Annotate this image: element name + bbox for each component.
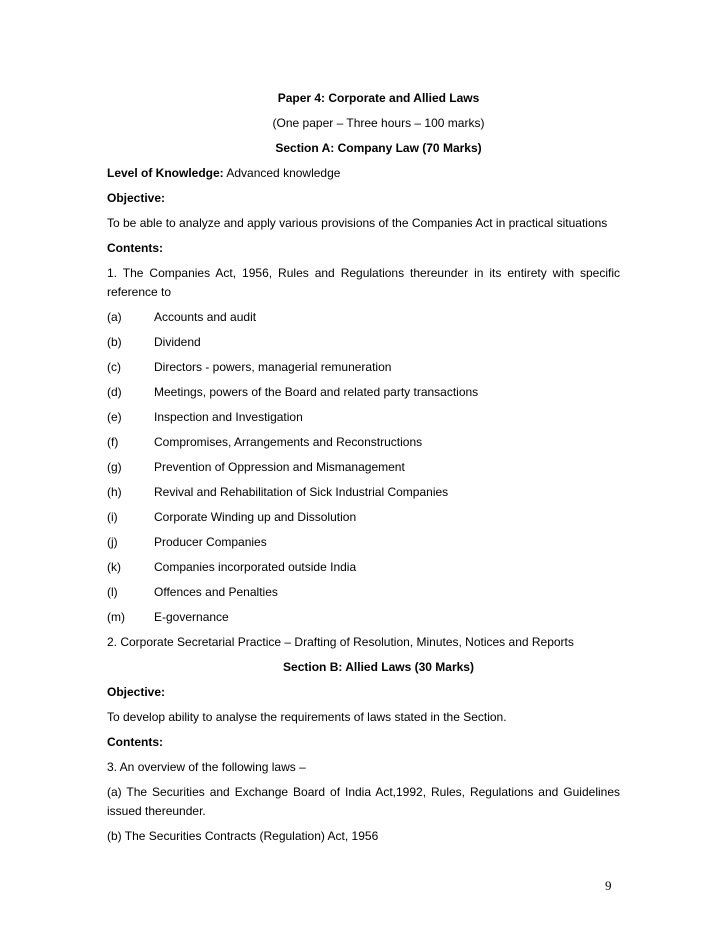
list-item-label: (m) xyxy=(107,610,125,624)
section-a-contents-label: Contents: xyxy=(107,241,163,255)
level-label: Level of Knowledge: xyxy=(107,166,224,180)
list-item-text: Prevention of Oppression and Mismanagement xyxy=(154,460,405,474)
list-item-label: (j) xyxy=(107,535,118,549)
list-item-label: (f) xyxy=(107,435,119,449)
section-b-heading: Section B: Allied Laws (30 Marks) xyxy=(283,660,474,674)
section-a-objective-text: To be able to analyze and apply various provisions of the Companies Act in practical situations xyxy=(107,216,608,230)
list-item-text: Revival and Rehabilitation of Sick Industrial Companies xyxy=(154,485,449,499)
list-item xyxy=(107,305,620,330)
topic-list xyxy=(107,305,620,630)
list-item-label: (a) xyxy=(107,310,122,324)
list-item-text: Inspection and Investigation xyxy=(154,410,303,424)
point-2: 2. Corporate Secretarial Practice – Drafting of Resolution, Minutes, Notices and Reports xyxy=(107,635,574,649)
page-number: 9 xyxy=(605,878,612,893)
list-item-label: (c) xyxy=(107,360,121,374)
list-item xyxy=(107,330,620,355)
list-item-text: Directors - powers, managerial remuneration xyxy=(154,360,392,374)
list-item xyxy=(107,355,620,380)
list-item xyxy=(107,455,620,480)
list-item xyxy=(107,480,620,505)
list-item-label: (g) xyxy=(107,460,122,474)
list-item-text: Meetings, powers of the Board and related party transactions xyxy=(154,385,479,399)
list-item-label: (l) xyxy=(107,585,118,599)
section-b-contents-label: Contents: xyxy=(107,735,163,749)
list-item xyxy=(107,430,620,455)
list-item-text: Corporate Winding up and Dissolution xyxy=(154,510,357,524)
list-item xyxy=(107,555,620,580)
level-value: Advanced knowledge xyxy=(226,166,341,180)
section-a-heading: Section A: Company Law (70 Marks) xyxy=(275,141,482,155)
list-item-text: Accounts and audit xyxy=(154,310,257,324)
list-item-text: Companies incorporated outside India xyxy=(154,560,357,574)
list-item-label: (h) xyxy=(107,485,122,499)
section-a-objective-label: Objective: xyxy=(107,191,166,205)
list-item-label: (d) xyxy=(107,385,122,399)
list-item-label: (i) xyxy=(107,510,118,524)
list-item-text: E-governance xyxy=(154,610,229,624)
list-item-label: (b) xyxy=(107,335,122,349)
list-item-label: (k) xyxy=(107,560,121,574)
paper-subtitle: (One paper – Three hours – 100 marks) xyxy=(272,116,485,130)
document-page xyxy=(107,86,620,849)
paper-title: Paper 4: Corporate and Allied Laws xyxy=(277,91,480,105)
point-1: 1. The Companies Act, 1956, Rules and Regulations thereunder in its entirety with specific reference to xyxy=(107,266,620,299)
list-item xyxy=(107,605,620,630)
list-item xyxy=(107,530,620,555)
law-item-b: (b) The Securities Contracts (Regulation) Act, 1956 xyxy=(107,829,379,843)
list-item-label: (e) xyxy=(107,410,122,424)
list-item-text: Producer Companies xyxy=(154,535,267,549)
law-item-a: (a) The Securities and Exchange Board of India Act,1992, Rules, Regulations and Guidelines issued thereunder. xyxy=(107,785,620,818)
list-item-text: Dividend xyxy=(154,335,201,349)
list-item xyxy=(107,405,620,430)
list-item-text: Offences and Penalties xyxy=(154,585,278,599)
list-item xyxy=(107,505,620,530)
list-item-text: Compromises, Arrangements and Reconstructions xyxy=(154,435,423,449)
point-3: 3. An overview of the following laws – xyxy=(107,760,306,774)
list-item xyxy=(107,380,620,405)
section-b-objective-text: To develop ability to analyse the requirements of laws stated in the Section. xyxy=(107,710,507,724)
section-b-objective-label: Objective: xyxy=(107,685,166,699)
list-item xyxy=(107,580,620,605)
level-of-knowledge xyxy=(107,161,620,186)
